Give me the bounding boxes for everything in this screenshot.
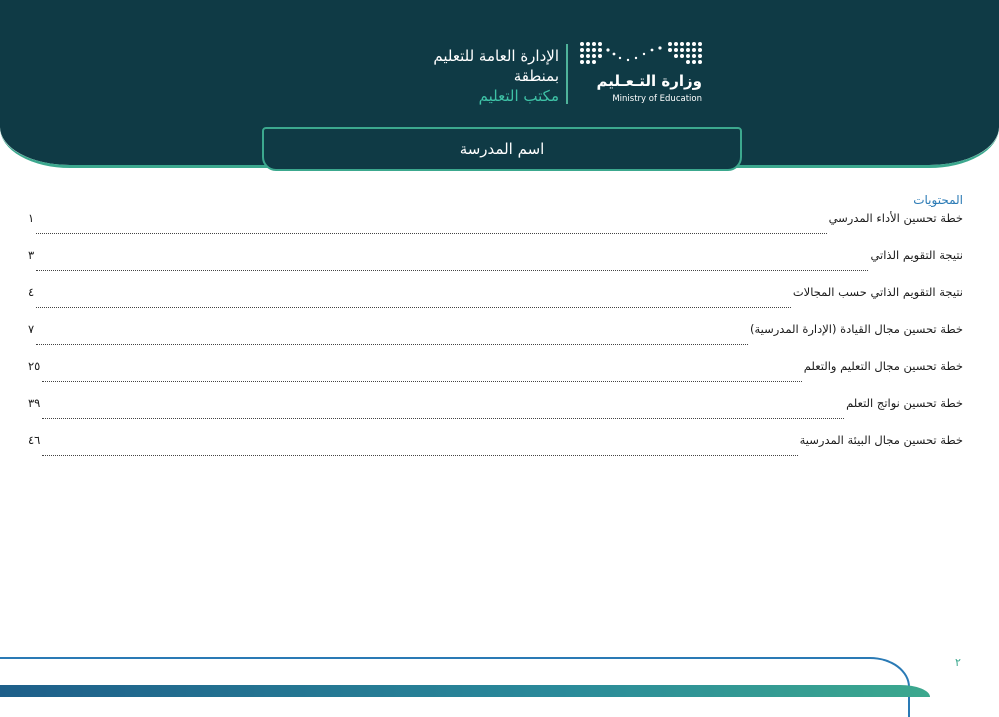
toc-leader (36, 269, 868, 271)
toc-entry-page: ٧ (28, 322, 35, 336)
toc-entry[interactable] (28, 211, 963, 248)
toc-entry[interactable] (28, 248, 963, 285)
toc-title: المحتويات (913, 193, 963, 207)
toc-entry-title: خطة تحسين مجال البيئة المدرسية (799, 433, 963, 447)
toc-entry[interactable] (28, 433, 963, 470)
toc-entry-title: خطة تحسين الأداء المدرسي (828, 211, 963, 225)
school-name-tab: اسم المدرسة (262, 127, 742, 171)
toc-entry-page: ٢٥ (28, 359, 41, 373)
toc-leader (36, 343, 748, 345)
toc-leader (42, 417, 844, 419)
toc-entry[interactable] (28, 285, 963, 322)
toc-entry-page: ٣٩ (28, 396, 41, 410)
toc-entry[interactable] (28, 359, 963, 396)
toc-leader (42, 380, 801, 382)
org-line-1: الإدارة العامة للتعليم (433, 47, 559, 65)
toc-entry-page: ٣ (28, 248, 35, 262)
table-of-contents (28, 193, 963, 470)
toc-entry-title: نتيجة التقويم الذاتي (870, 248, 963, 262)
toc-leader (36, 306, 791, 308)
org-line-office: مكتب التعليم (478, 87, 559, 105)
toc-entry-title: خطة تحسين نواتج التعلم (846, 396, 963, 410)
toc-entry-title: نتيجة التقويم الذاتي حسب المجالات (792, 285, 963, 299)
toc-entry-page: ٤٦ (28, 433, 41, 447)
toc-leader (42, 454, 797, 456)
toc-leader (36, 232, 826, 234)
toc-entry[interactable] (28, 396, 963, 433)
toc-entry-page: ١ (28, 211, 35, 225)
org-line-2: بمنطقة (513, 67, 559, 85)
toc-entry[interactable] (28, 322, 963, 359)
header-divider (566, 44, 568, 104)
page-number: ٢ (955, 656, 961, 669)
toc-entry-title: خطة تحسين مجال التعليم والتعلم (803, 359, 963, 373)
ministry-name-en: Ministry of Education (612, 94, 702, 104)
toc-entry-page: ٤ (28, 285, 35, 299)
logo-dots-icon (578, 40, 706, 66)
org-block (299, 46, 559, 106)
ministry-name-ar: وزارة التـعـليم (596, 72, 702, 90)
footer-bar (0, 685, 930, 697)
ministry-logo (578, 40, 708, 108)
toc-entry-title: خطة تحسين مجال القيادة (الإدارة المدرسية) (749, 322, 963, 336)
